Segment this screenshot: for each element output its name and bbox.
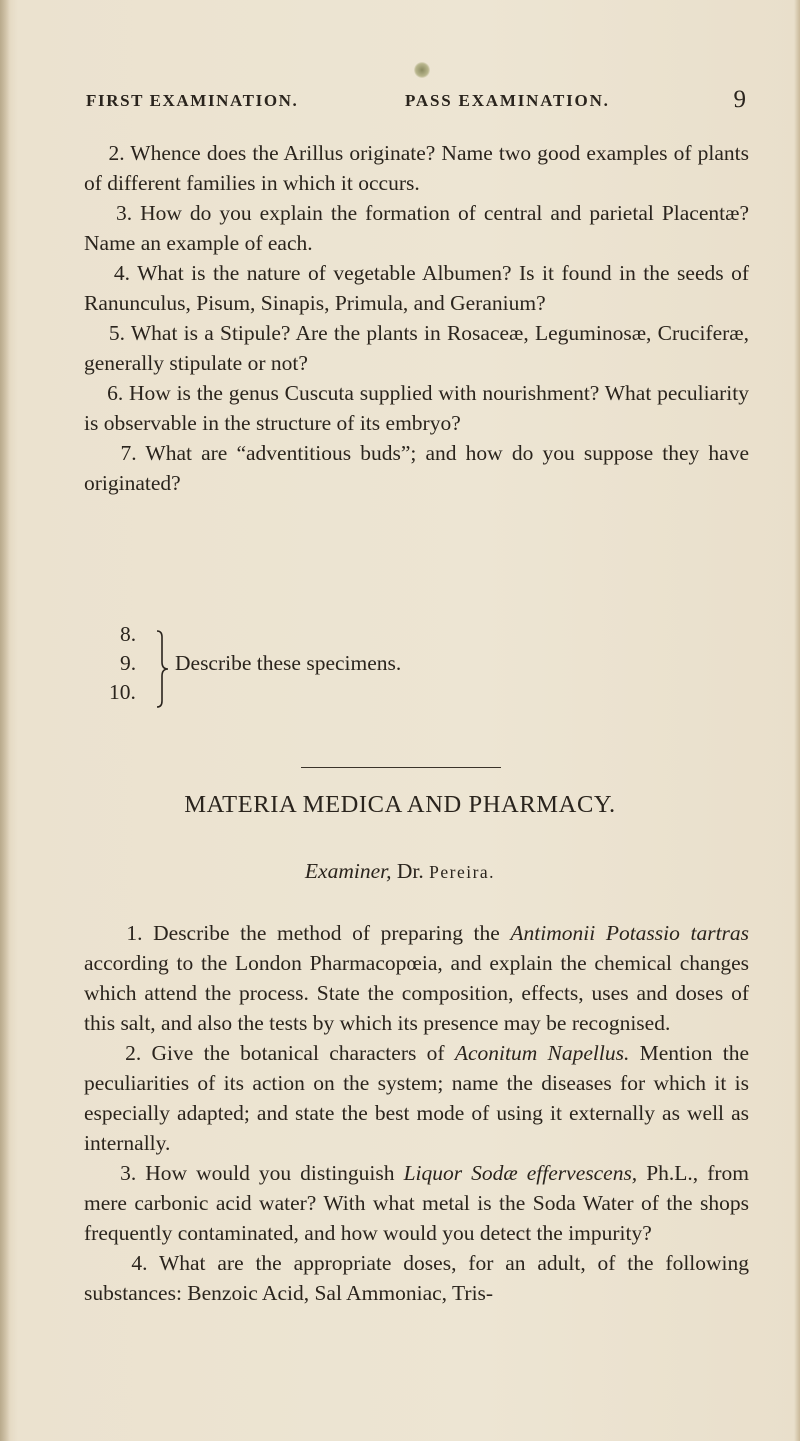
- botany-question-list: [84, 138, 749, 498]
- question-text: according to the London Pharmacopœia, and explain the chemical changes which attend the process. State the composition, effects, uses and doses of this salt, and also the tests by which its presence may be recognised.: [84, 951, 749, 1035]
- question-number: 7.: [120, 441, 137, 465]
- question-text: Give the botanical characters of: [151, 1041, 455, 1065]
- examiner-prefix: Dr.: [396, 859, 424, 883]
- materia-question-1: [84, 918, 749, 1038]
- question-number: 9.: [120, 651, 137, 675]
- question-2: [84, 138, 749, 198]
- question-number: 4.: [131, 1251, 148, 1275]
- examiner-line: [0, 859, 800, 884]
- plant-name: Aconitum Napellus.: [454, 1041, 630, 1065]
- question-3: [84, 198, 749, 258]
- materia-question-4: [84, 1248, 749, 1308]
- question-text: What is the nature of vegetable Albumen? Is it found in the seeds of Ranunculus, Pisum, Sinapis, Primula, and Geranium?: [84, 261, 749, 315]
- drug-name: Antimonii Potassio tartras: [510, 921, 750, 945]
- question-text: How is the genus Cuscuta supplied with nourishment? What peculiarity is observable in the structure of its embryo?: [84, 381, 750, 435]
- ink-blot: [414, 62, 430, 78]
- question-number: 4.: [113, 261, 131, 285]
- specimen-instruction: Describe these specimens.: [175, 651, 402, 675]
- question-number: 3.: [115, 201, 133, 225]
- specimen-bracket-group: [109, 622, 618, 717]
- header-right: PASS EXAMINATION.: [405, 91, 610, 110]
- question-number: 5.: [108, 321, 126, 345]
- question-text: Ph.L., from mere carbonic acid water? With what metal is the Soda Water of the shops frequently contaminated, and how would you detect the impurity?: [84, 1161, 749, 1245]
- materia-question-2: [84, 1038, 749, 1158]
- question-number: 3.: [120, 1161, 137, 1185]
- question-number: 1.: [126, 921, 143, 945]
- examiner-name: Pereira.: [429, 862, 496, 882]
- section-title: MATERIA MEDICA AND PHARMACY.: [184, 791, 616, 818]
- section-divider: [301, 767, 501, 768]
- curly-brace-icon: [156, 629, 170, 709]
- question-text: Mention the peculiarities of its action on the system; name the diseases for which it is especially adapted; and state the best mode of using it externally as well as internally.: [84, 1041, 750, 1155]
- question-number: 10.: [109, 680, 136, 704]
- question-6: [84, 378, 749, 438]
- drug-name: Liquor Sodæ effervescens,: [403, 1161, 638, 1185]
- question-text: What are “adventitious buds”; and how do you suppose they have originated?: [84, 441, 749, 495]
- question-text: Describe the method of preparing the: [153, 921, 511, 945]
- question-text: Whence does the Arillus originate? Name two good examples of plants of different families in which it occurs.: [84, 141, 750, 195]
- question-4: [84, 258, 749, 318]
- header-left: FIRST EXAMINATION.: [86, 91, 299, 110]
- page-number: 9: [733, 86, 746, 113]
- page-edge: [794, 0, 800, 1441]
- running-header: [86, 86, 746, 121]
- question-text: What is a Stipule? Are the plants in Rosaceæ, Leguminosæ, Cruciferæ, generally stipulate or not?: [84, 321, 749, 375]
- question-text: How would you distinguish: [145, 1161, 404, 1185]
- question-7: [84, 438, 749, 498]
- question-text: What are the appropriate doses, for an adult, of the following substances: Benzoic Acid, Sal Ammoniac, Tris-: [84, 1251, 750, 1305]
- question-5: [84, 318, 749, 378]
- question-number: 2.: [108, 141, 125, 165]
- materia-question-3: [84, 1158, 749, 1248]
- question-number: 6.: [107, 381, 124, 405]
- binding-shadow: [0, 0, 10, 1441]
- materia-question-list: [84, 918, 749, 1308]
- examiner-label: Examiner,: [304, 859, 392, 883]
- question-text: How do you explain the formation of central and parietal Placentæ? Name an example of each.: [84, 201, 750, 255]
- question-number: 8.: [120, 622, 137, 646]
- question-number: 2.: [125, 1041, 142, 1065]
